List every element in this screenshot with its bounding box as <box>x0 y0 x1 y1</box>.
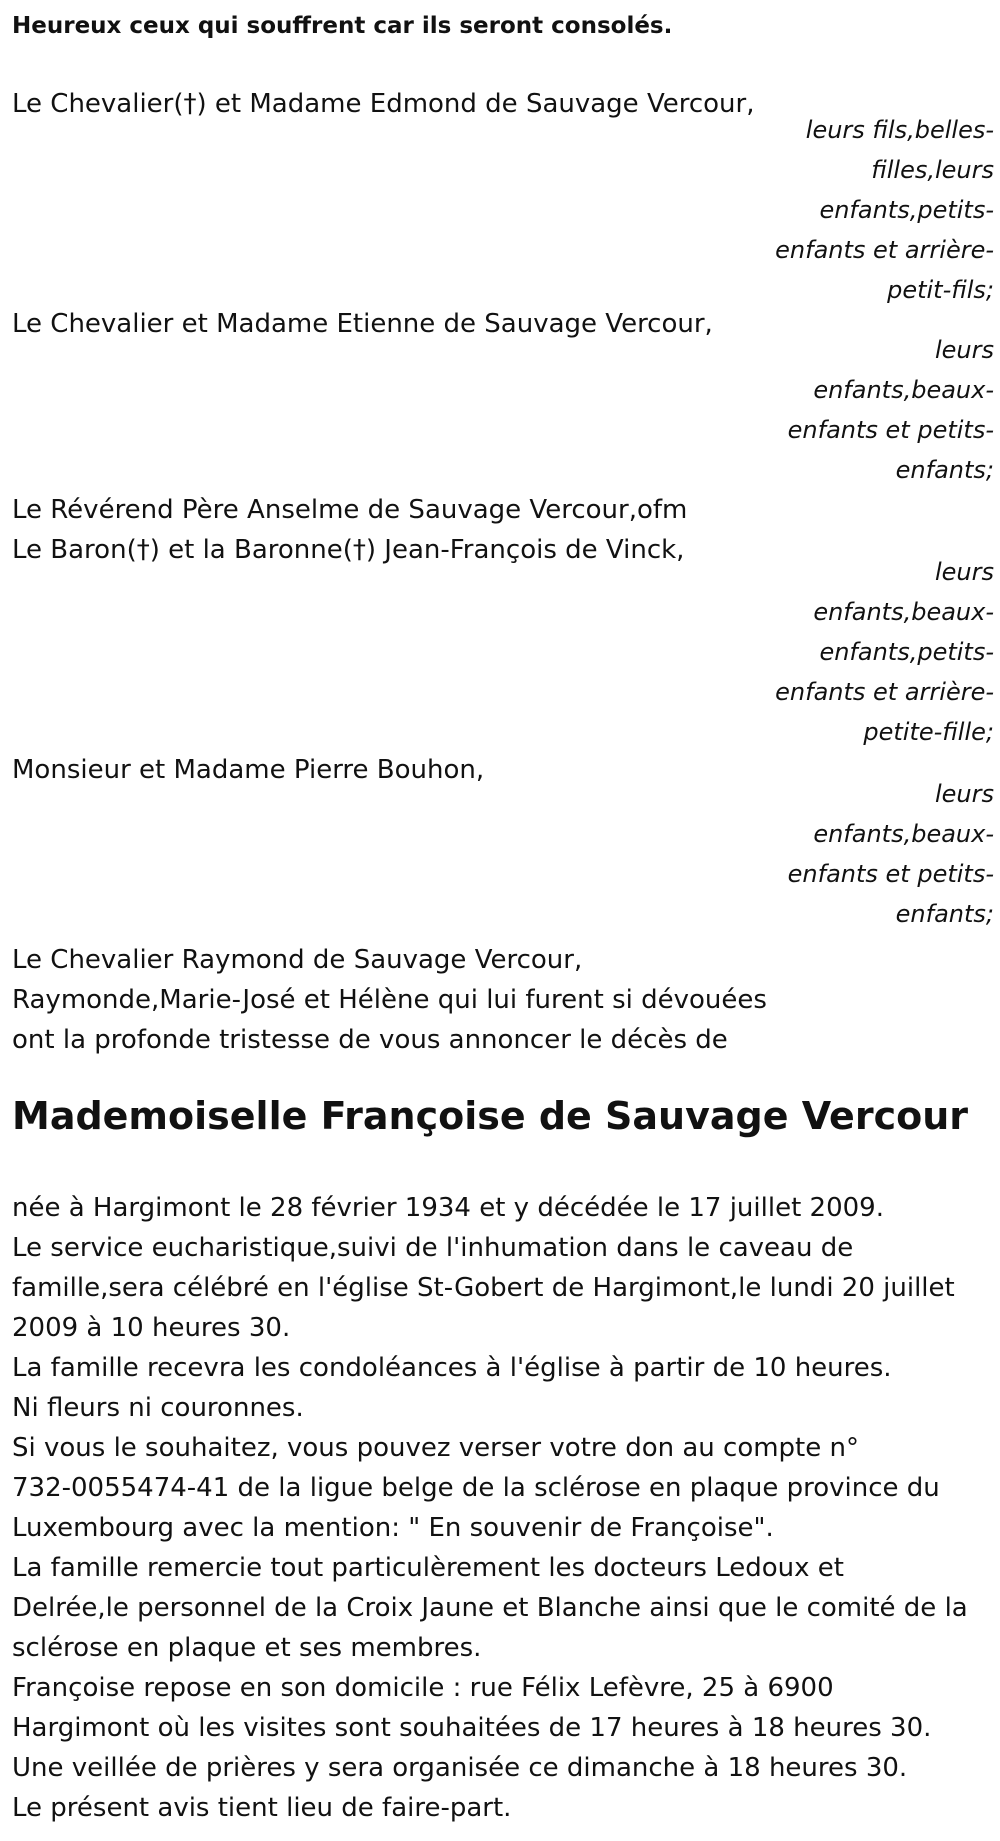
body-line: Si vous le souhaitez, vous pouvez verser votre don au compte n° <box>12 1433 859 1463</box>
relatives-line: filles,leurs <box>871 156 994 184</box>
relatives-line: leurs <box>934 558 994 586</box>
body-line: famille,sera célébré en l'église St-Gobert de Hargimont,le lundi 20 juillet <box>12 1273 955 1303</box>
relatives-line: enfants,beaux- <box>813 376 994 404</box>
family-name-4: Le Baron(†) et la Baronne(†) Jean-François de Vinck, <box>12 535 685 565</box>
closing-line-2: Raymonde,Marie-José et Hélène qui lui furent si dévouées <box>12 985 767 1015</box>
family-name-3: Le Révérend Père Anselme de Sauvage Vercour,ofm <box>12 495 688 525</box>
body-line: 732-0055474-41 de la ligue belge de la sclérose en plaque province du <box>12 1473 940 1503</box>
family-relatives-1 <box>734 110 994 310</box>
relatives-line: enfants et arrière- <box>775 678 994 706</box>
body-line: Le présent avis tient lieu de faire-part. <box>12 1793 512 1823</box>
closing-line-3: ont la profonde tristesse de vous annoncer le décès de <box>12 1025 728 1055</box>
relatives-line: enfants et petits- <box>787 860 994 888</box>
body-line: Ni fleurs ni couronnes. <box>12 1393 304 1423</box>
relatives-line: petite-fille; <box>863 718 994 746</box>
relatives-line: enfants et petits- <box>787 416 994 444</box>
relatives-line: leurs fils,belles- <box>805 116 994 144</box>
relatives-line: enfants et arrière- <box>775 236 994 264</box>
relatives-line: petit-fils; <box>887 276 994 304</box>
body-line: Hargimont où les visites sont souhaitées de 17 heures à 18 heures 30. <box>12 1713 932 1743</box>
body-line: Françoise repose en son domicile : rue Félix Lefèvre, 25 à 6900 <box>12 1673 834 1703</box>
body-line: Delrée,le personnel de la Croix Jaune et Blanche ainsi que le comité de la <box>12 1593 968 1623</box>
relatives-line: enfants,petits- <box>819 196 994 224</box>
announcement-body <box>12 1188 968 1828</box>
relatives-line: enfants; <box>895 456 994 484</box>
deceased-name: Mademoiselle Françoise de Sauvage Vercour <box>12 1094 968 1138</box>
relatives-line: leurs <box>934 780 994 808</box>
verse-heading: Heureux ceux qui souffrent car ils seront consolés. <box>12 13 673 39</box>
body-line: née à Hargimont le 28 février 1934 et y décédée le 17 juillet 2009. <box>12 1193 884 1223</box>
family-relatives-4 <box>734 552 994 752</box>
body-line: La famille recevra les condoléances à l'église à partir de 10 heures. <box>12 1353 892 1383</box>
body-line: Le service eucharistique,suivi de l'inhumation dans le caveau de <box>12 1233 854 1263</box>
family-name-2: Le Chevalier et Madame Etienne de Sauvage Vercour, <box>12 309 713 339</box>
body-line: La famille remercie tout particulèrement les docteurs Ledoux et <box>12 1553 844 1583</box>
relatives-line: enfants; <box>895 900 994 928</box>
family-name-1: Le Chevalier(†) et Madame Edmond de Sauvage Vercour, <box>12 89 755 119</box>
relatives-line: leurs <box>934 336 994 364</box>
closing-line-1: Le Chevalier Raymond de Sauvage Vercour, <box>12 945 583 975</box>
relatives-line: enfants,petits- <box>819 638 994 666</box>
family-relatives-2 <box>734 330 994 490</box>
body-line: 2009 à 10 heures 30. <box>12 1313 291 1343</box>
body-line: sclérose en plaque et ses membres. <box>12 1633 482 1663</box>
body-line: Luxembourg avec la mention: " En souvenir de Françoise". <box>12 1513 774 1543</box>
family-relatives-5 <box>734 774 994 934</box>
relatives-line: enfants,beaux- <box>813 598 994 626</box>
relatives-line: enfants,beaux- <box>813 820 994 848</box>
body-line: Une veillée de prières y sera organisée ce dimanche à 18 heures 30. <box>12 1753 908 1783</box>
family-name-5: Monsieur et Madame Pierre Bouhon, <box>12 755 485 785</box>
